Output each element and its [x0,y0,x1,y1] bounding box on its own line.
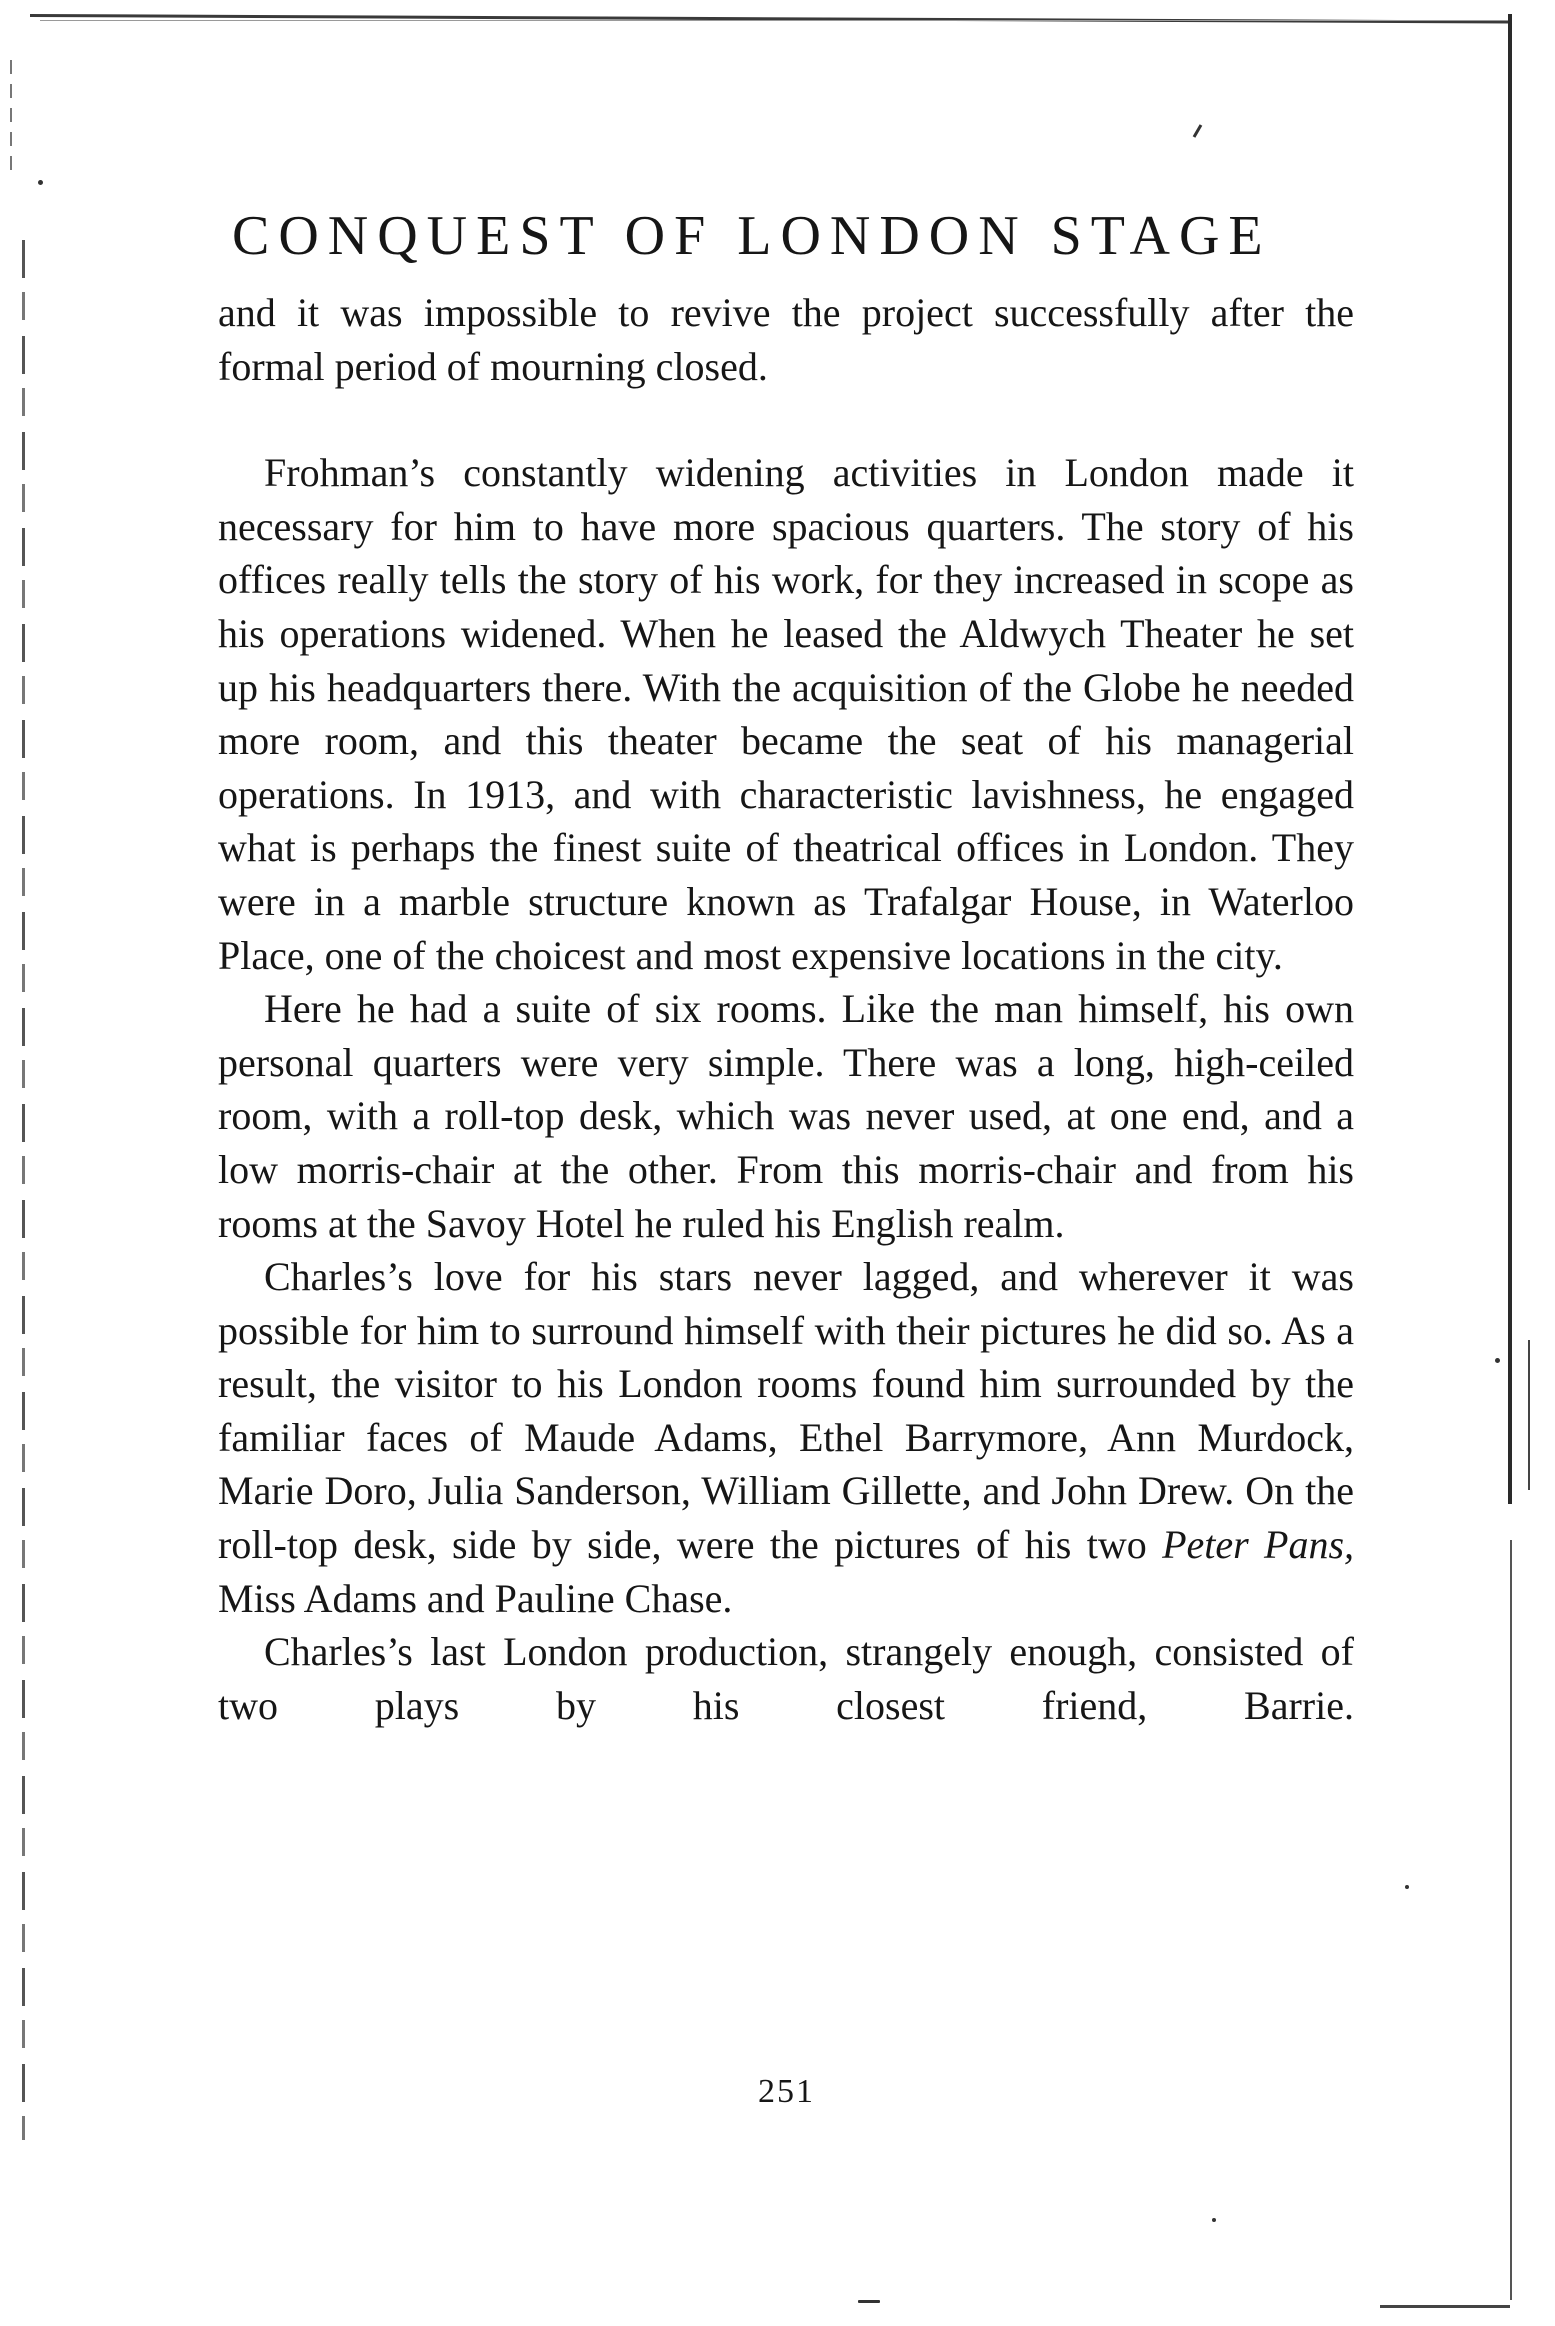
paragraph: Charles’s last London production, strangely enough, consisted of two plays by his closest friend, Barrie. [218,1629,1354,1728]
speck [1405,1885,1409,1889]
body-text [218,286,1354,1732]
margin-line-right [1528,1340,1530,1490]
speck [1212,2218,1216,2222]
page-edge-bottom [1380,2305,1510,2308]
paragraph [218,1250,1354,1625]
page-edge-top-shadow [40,20,1500,21]
speck [1495,1358,1500,1363]
page-edge-left [22,240,25,2140]
page-edge-left-upper [10,60,12,170]
page-edge-top [30,14,1510,23]
pencil-mark [1193,124,1203,138]
paragraph: and it was impossible to revive the project successfully after the formal period of mourning closed. [218,290,1354,389]
page-number: 251 [758,2073,815,2110]
speck [38,180,43,185]
page-edge-right [1508,14,1512,1504]
page-edge-right-lower [1510,1540,1512,2300]
paragraph: Here he had a suite of six rooms. Like the man himself, his own personal quarters were very simple. There was a long, high-ceiled room, with a roll-top desk, which was never used, at one end, and a low morris-chair at the other. From this morris-chair and from his rooms at the Savoy Hotel he ruled his English realm. [218,986,1354,1246]
paragraph-text: Charles’s love for his stars never lagged, and wherever it was possible for him to surround himself with their pictures he did so. As a result, the visitor to his London rooms found him surrounded by the familiar faces of Maude Adams, Ethel Barrymore, Ann Murdock, Marie Doro, Julia Sanderson, William Gillette, and John Drew. On the roll-top desk, side by side, were the pictures of his two [218,1254,1354,1568]
speck [858,2300,880,2303]
italic-title: Peter Pans, [1162,1522,1355,1568]
paragraph: Frohman’s constantly widening activities in London made it necessary for him to have more spacious quarters. The story of his offices really tells the story of his work, for they increased in scope as his operations widened. When he leased the Aldwych Theater he set up his headquarters there. With the acquisition of the Globe he needed more room, and this theater became the seat of his managerial operations. In 1913, and with characteristic lavishness, he engaged what is perhaps the finest suite of theatrical offices in London. They were in a marble structure known as Trafalgar House, in Waterloo Place, one of the choicest and most expensive locations in the city. [218,450,1354,978]
paragraph-text: Miss Adams and Pauline Chase. [218,1575,733,1621]
running-head: CONQUEST OF LONDON STAGE [232,205,1272,267]
